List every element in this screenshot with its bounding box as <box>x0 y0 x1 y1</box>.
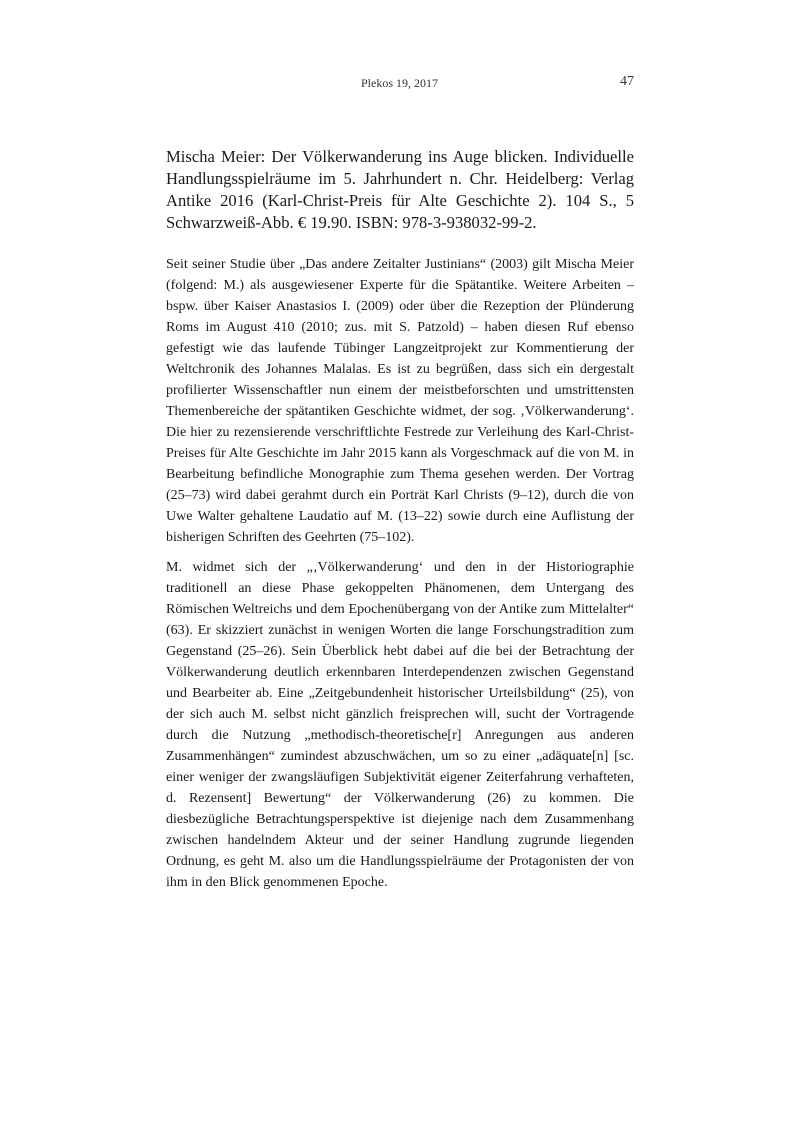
review-body <box>166 146 634 902</box>
paragraph: M. widmet sich der „‚Völkerwanderung‘ und den in der Historiographie traditionell an diese Phase gekoppelten Phänomenen, dem Untergang des Römischen Weltreichs und dem Epochenübergang von der Antike zum Mittelalter“ (63). Er skizziert zunächst in wenigen Worten die lange Forschungstradition zum Gegenstand (25–26). Sein Überblick hebt dabei auf die bei der Betrachtung der Völkerwanderung deutlich erkennbaren Interdependenzen zwischen Gegenstand und Bearbeiter ab. Eine „Zeitgebundenheit historischer Urteilsbildung“ (25), von der sich auch M. selbst nicht gänzlich freisprechen will, sucht der Vortragende durch die Nutzung „methodisch-theoretische[r] Anregungen aus anderen Zusammenhängen“ zumindest abzuschwächen, um so zu einer „adäquate[n] [sc. einer weniger der zwangsläufigen Subjektivität eigener Zeiterfahrung verhafteten, d. Rezensent] Bewertung“ der Völkerwanderung (26) zu kommen. Die diesbezügliche Betrachtungsperspektive ist diejenige nach dem Zusammenhang zwischen handelndem Akteur und der seiner Handlung zugrunde liegenden Ordnung, es geht M. also um die Handlungsspielräume der Protagonisten der von ihm in den Blick genommenen Epoche. <box>166 560 634 890</box>
book-citation: Mischa Meier: Der Völkerwanderung ins Auge blicken. Individuelle Handlungsspielräume im 5. Jahrhundert n. Chr. Heidelberg: Verlag Antike 2016 (Karl-Christ-Preis für Alte Geschichte 2). 104 S., 5 Schwarzweiß-Abb. € 19.90. ISBN: 978-3-938032-99-2. <box>166 147 634 232</box>
page-number: 47 <box>620 74 634 89</box>
paragraph: Seit seiner Studie über „Das andere Zeitalter Justinians“ (2003) gilt Mischa Meier (folgend: M.) als ausgewiesener Experte für die Spätantike. Weitere Arbeiten – bspw. über Kaiser Anastasios I. (2009) oder über die Rezeption der Plünderung Roms im August 410 (2010; zus. mit S. Patzold) – haben diesen Ruf ebenso gefestigt wie das laufende Tübinger Langzeitprojekt zur Kommentierung der Weltchronik des Johannes Malalas. Es ist zu begrüßen, dass sich ein dergestalt profilierter Wissenschaftler nun einem der meistbeforschten und umstrittensten Themenbereiche der spätantiken Geschichte widmet, der sog. ‚Völkerwanderung‘. Die hier zu rezensierende verschriftlichte Festrede zur Verleihung des Karl-Christ-Preises für Alte Geschichte im Jahr 2015 kann als Vorgeschmack auf die von M. in Bearbeitung befindliche Monographie zum Thema gesehen werden. Der Vortrag (25–73) wird dabei gerahmt durch ein Porträt Karl Christs (9–12), durch die von Uwe Walter gehaltene Laudatio auf M. (13–22) sowie durch eine Auflistung der bisherigen Schriften des Geehrten (75–102). <box>166 257 634 545</box>
journal-header: Plekos 19, 2017 <box>360 76 438 90</box>
running-head <box>0 74 799 94</box>
